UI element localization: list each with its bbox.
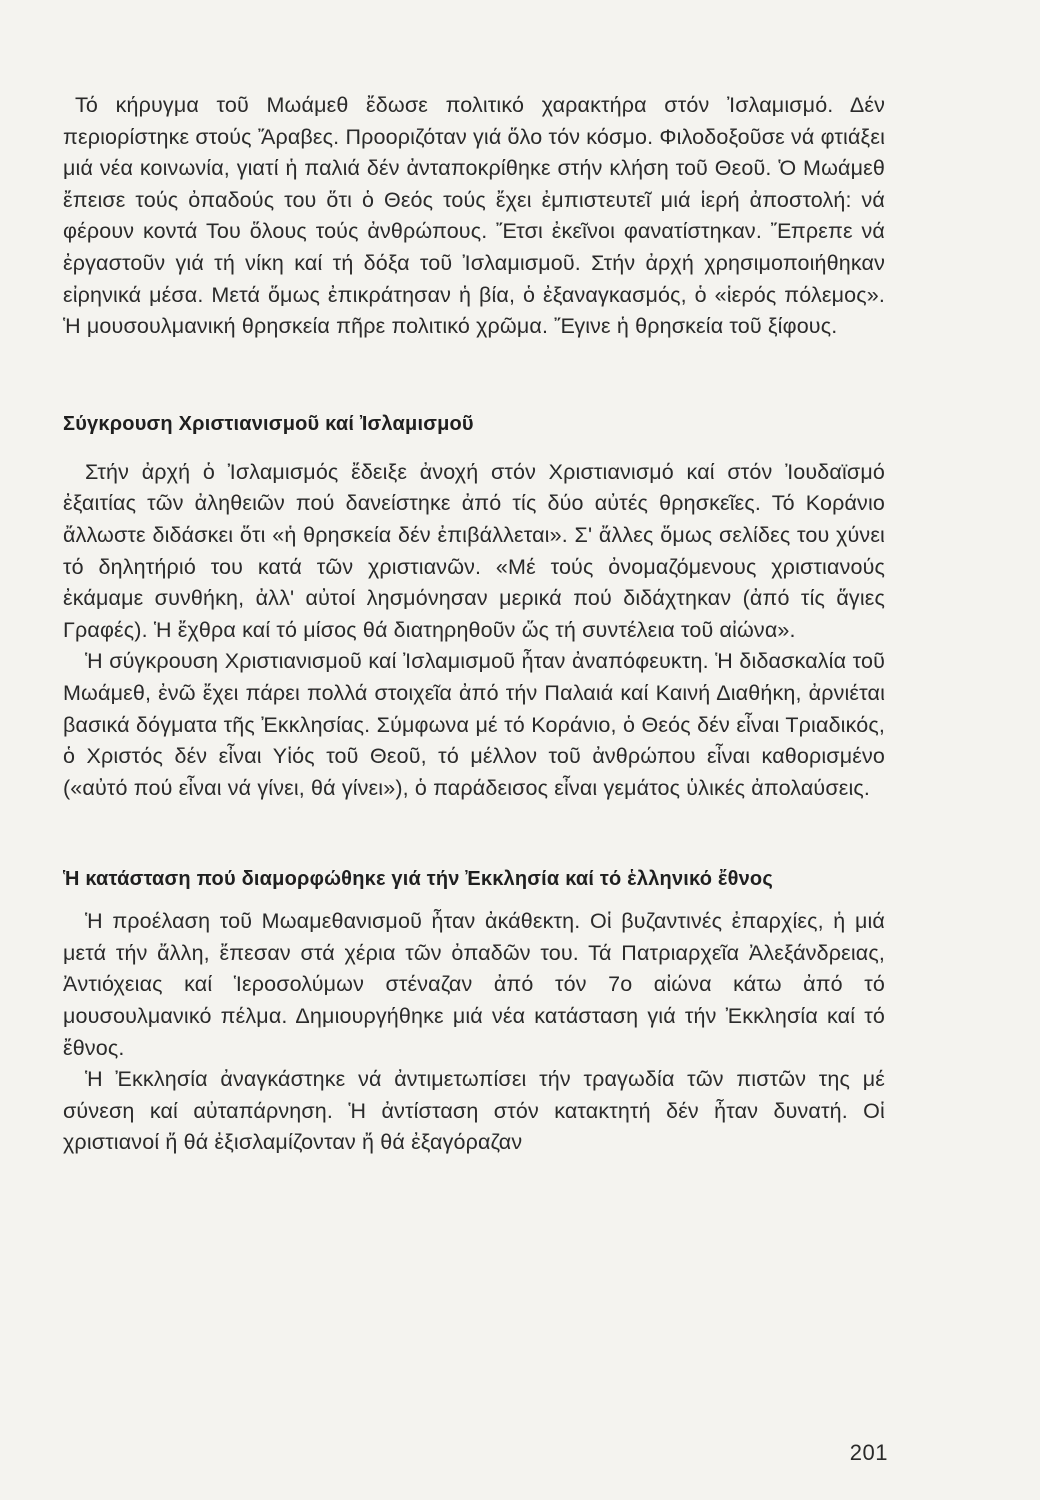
conflict-paragraph-1: Στήν ἀρχή ὁ Ἰσλαμισμός ἔδειξε ἀνοχή στόν Χριστιανισμό καί στόν Ἰουδαϊσμό ἐξαιτίας τῶν ἀληθειῶν πού δανείστηκε ἀπό τίς δύο αὐτές θρησκεῖες. Τό Κοράνιο ἄλλωστε διδάσκει ὅτι «ἡ θρησκεία δέν ἐπιβάλλεται». Σ' ἄλλες ὅμως σελίδες του χύνει τό δηλητήριό του κατά τῶν χριστιανῶν. «Μέ τούς ὀνομαζόμενους χριστιανούς ἐκάμαμε συνθήκη, ἀλλ' αὐτοί λησμόνησαν μερικά πού διδάχτηκαν (ἀπό τίς ἅγιες Γραφές). Ἡ ἔχθρα καί τό μίσος θά διατηρηθοῦν ὥς τή συντέλεια τοῦ αἰώνα». <box>63 459 885 642</box>
situation-paragraph-1: Ἡ προέλαση τοῦ Μωαμεθανισμοῦ ἦταν ἀκάθεκτη. Οἱ βυζαντινές ἐπαρχίες, ἡ μιά μετά τήν ἄλλη, ἔπεσαν στά χέρια τῶν ὀπαδῶν του. Τά Πατριαρχεῖα Ἀλεξάνδρειας, Ἀντιόχειας καί Ἱεροσολύμων στέναζαν ἀπό τόν 7ο αἰώνα κάτω ἀπό τό μουσουλμανικό πέλμα. Δημιουργήθηκε μιά νέα κατάσταση γιά τήν Ἐκκλησία καί τό ἔθνος. <box>63 909 885 1060</box>
situation-paragraph-2: Ἡ Ἐκκλησία ἀναγκάστηκε νά ἀντιμετωπίσει τήν τραγωδία τῶν πιστῶν της μέ σύνεση καί αὐταπάρνηση. Ἡ ἀντίσταση στόν κατακτητή δέν ἦταν δυνατή. Οἱ χριστιανοί ἤ θά ἐξισλαμίζονταν ἤ θά ἐξαγόραζαν <box>63 1067 885 1155</box>
conflict-paragraph-2: Ἡ σύγκρουση Χριστιανισμοῦ καί Ἰσλαμισμοῦ ἦταν ἀναπόφευκτη. Ἡ διδασκαλία τοῦ Μωάμεθ, ἐνῶ ἔχει πάρει πολλά στοιχεῖα ἀπό τήν Παλαιά καί Καινή Διαθήκη, ἀρνιέται βασικά δόγματα τῆς Ἐκκλησίας. Σύμφωνα μέ τό Κοράνιο, ὁ Θεός δέν εἶναι Τριαδικός, ὁ Χριστός δέν εἶναι Υἱός τοῦ Θεοῦ, τό μέλλον τοῦ ἀνθρώπου εἶναι καθορισμένο («αὐτό πού εἶναι νά γίνει, θά γίνει»), ὁ παράδεισος εἶναι γεμάτος ὑλικές ἀπολαύσεις. <box>63 649 885 800</box>
intro-paragraph: Τό κήρυγμα τοῦ Μωάμεθ ἔδωσε πολιτικό χαρακτήρα στόν Ἰσλαμισμό. Δέν περιορίστηκε στούς Ἄραβες. Προοριζόταν γιά ὅλο τόν κόσμο. Φιλοδοξοῦσε νά φτιάξει μιά νέα κοινωνία, γιατί ἡ παλιά δέν ἀνταποκρίθηκε στήν κλήση τοῦ Θεοῦ. Ὁ Μωάμεθ ἔπεισε τούς ὀπαδούς του ὅτι ὁ Θεός τούς ἔχει ἐμπιστευτεῖ μιά ἱερή ἀποστολή: νά φέρουν κοντά Του ὅλους τούς ἀνθρώπους. Ἔτσι ἐκεῖνοι φανατίστηκαν. Ἔπρεπε νά ἐργαστοῦν γιά τή νίκη καί τή δόξα τοῦ Ἰσλαμισμοῦ. Στήν ἀρχή χρησιμοποιήθηκαν εἰρηνικά μέσα. Μετά ὅμως ἐπικράτησαν ἡ βία, ὁ ἐξαναγκασμός, ὁ «ἱερός πόλεμος». Ἡ μουσουλμανική θρησκεία πῆρε πολιτικό χρῶμα. Ἔγινε ἡ θρησκεία τοῦ ξίφους. <box>63 93 885 339</box>
section-heading-situation: Ἡ κατάσταση πού διαμορφώθηκε γιά τήν Ἐκκλησία καί τό ἑλληνικό ἔθνος <box>63 868 773 891</box>
page-number: 201 <box>849 1440 888 1465</box>
section-heading-conflict: Σύγκρουση Χριστιανισμοῦ καί Ἰσλαμισμοῦ <box>63 412 474 435</box>
page-content <box>63 90 885 1159</box>
